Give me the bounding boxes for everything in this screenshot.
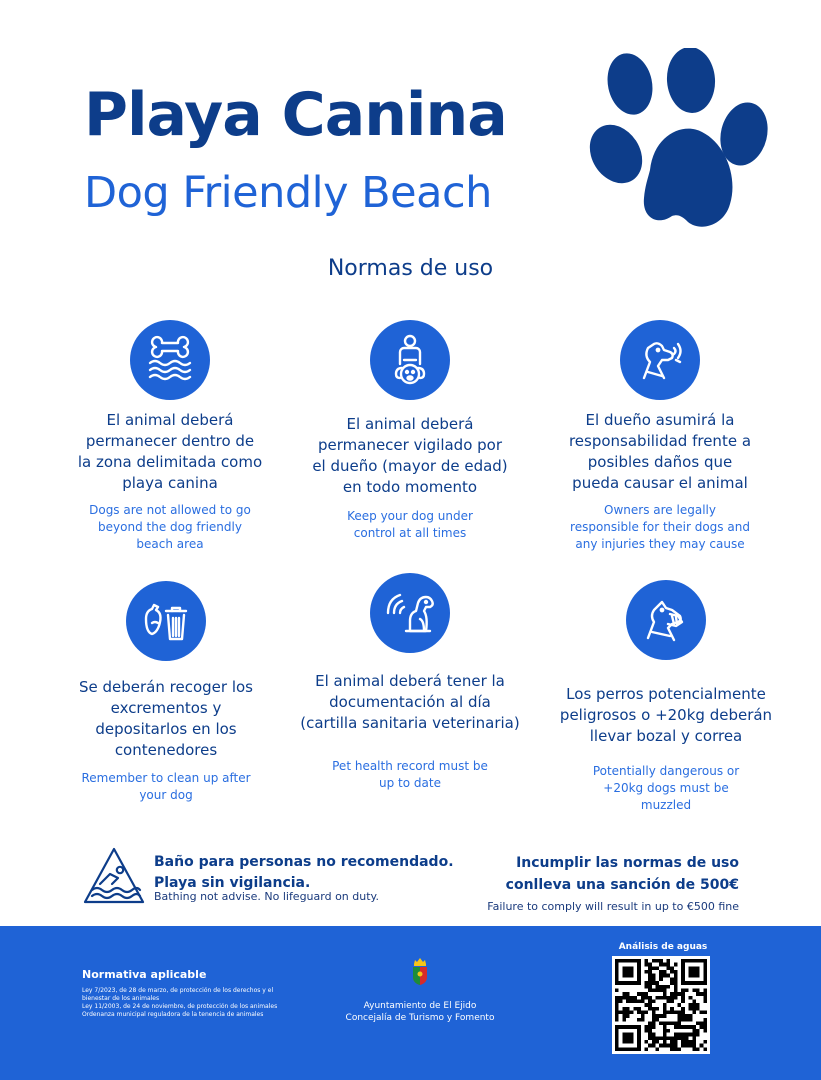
no-lifeguard-warning bbox=[82, 846, 502, 916]
rule-text-es-line: El animal deberá tener la bbox=[315, 672, 505, 690]
rule-clean-up bbox=[66, 581, 266, 804]
poop-bag-bin-icon bbox=[126, 581, 206, 661]
rule-text-es-line: peligrosos o +20kg deberán bbox=[559, 706, 773, 724]
rule-text-es-line: permanecer dentro de bbox=[85, 432, 255, 450]
rule-text-en-line: Keep your dog under bbox=[347, 509, 473, 523]
rule-text-es-line: permanecer vigilado por bbox=[317, 436, 503, 454]
council-name: Ayuntamiento de El Ejido bbox=[363, 1001, 477, 1011]
footer bbox=[0, 926, 821, 1080]
rule-text-es-line: El animal deberá bbox=[106, 411, 234, 429]
rule-responsibility bbox=[550, 320, 770, 553]
rule-text-es-line: responsabilidad frente a bbox=[568, 432, 752, 450]
city-council bbox=[320, 956, 520, 1024]
rule-text-en-line: your dog bbox=[139, 788, 193, 802]
rule-text-en-line: any injuries they may cause bbox=[575, 537, 745, 551]
rule-text-es-line: documentación al día bbox=[329, 693, 491, 711]
fine-line-1: Incumplir las normas de uso bbox=[516, 855, 739, 871]
muzzled-dog-icon bbox=[626, 580, 706, 660]
rule-text-es-line: contenedores bbox=[114, 741, 218, 759]
section-title: Normas de uso bbox=[327, 256, 494, 281]
rule-text-en-line: muzzled bbox=[640, 798, 692, 812]
qr-label: Análisis de aguas bbox=[618, 942, 708, 952]
no-swimming-warning-icon bbox=[82, 846, 146, 906]
rule-text-es-line: El dueño asumirá la bbox=[585, 411, 735, 429]
rule-text-en-line: beyond the dog friendly bbox=[98, 520, 242, 534]
chipped-dog-icon bbox=[370, 573, 450, 653]
rule-text-es-line: (cartilla sanitaria veterinaria) bbox=[300, 714, 520, 732]
regulation-line: Ley 11/2003, de 24 de noviembre, de protección de los animales bbox=[82, 1003, 278, 1010]
barking-dog-icon bbox=[620, 320, 700, 400]
rule-text-es-line: en todo momento bbox=[342, 478, 478, 496]
rule-zone bbox=[70, 320, 270, 553]
regulation-line: Ordenanza municipal reguladora de la tenencia de animales bbox=[82, 1011, 264, 1018]
rule-text-es-line: excrementos y bbox=[110, 699, 222, 717]
page-subtitle: Dog Friendly Beach bbox=[84, 168, 492, 218]
regulation-line: bienestar de los animales bbox=[82, 995, 160, 1002]
coat-of-arms-icon bbox=[410, 956, 430, 986]
qr-code[interactable] bbox=[612, 956, 710, 1054]
rule-documentation bbox=[295, 573, 525, 792]
rule-text-en-line: control at all times bbox=[353, 526, 467, 540]
rule-text-es-line: pueda causar el animal bbox=[572, 474, 748, 492]
bone-waves-icon bbox=[130, 320, 210, 400]
paw-print-icon bbox=[588, 48, 774, 232]
rule-text-es-line: llevar bozal y correa bbox=[589, 727, 743, 745]
rule-text-en-line: responsible for their dogs and bbox=[570, 520, 750, 534]
rule-text-es-line: la zona delimitada como bbox=[77, 453, 263, 471]
warning-line-2: Playa sin vigilancia. bbox=[154, 875, 311, 891]
regulation-line: Ley 7/2023, de 28 de marzo, de protección de los derechos y el bbox=[82, 987, 274, 994]
rule-text-en-line: +20kg dogs must be bbox=[603, 781, 729, 795]
rule-text-en-line: Owners are legally bbox=[604, 503, 716, 517]
warning-line-1: Baño para personas no recomendado. bbox=[154, 854, 454, 870]
rule-text-es-line: Los perros potencialmente bbox=[566, 685, 766, 703]
rule-text-es-line: El animal deberá bbox=[346, 415, 474, 433]
rule-text-en-line: Pet health record must be bbox=[332, 759, 488, 773]
fine-english: Failure to comply will result in up to €500 fine bbox=[487, 900, 739, 913]
owner-with-dog-icon bbox=[370, 320, 450, 400]
rule-text-en-line: Dogs are not allowed to go bbox=[89, 503, 251, 517]
rule-text-en-line: beach area bbox=[136, 537, 204, 551]
regulations-title: Normativa aplicable bbox=[82, 968, 207, 981]
rule-text-es-line: posibles daños que bbox=[587, 453, 733, 471]
fine-notice bbox=[487, 852, 739, 913]
rule-muzzle bbox=[550, 580, 782, 814]
rule-text-es-line: el dueño (mayor de edad) bbox=[312, 457, 508, 475]
rule-text-en-line: up to date bbox=[379, 776, 441, 790]
council-department: Concejalía de Turismo y Fomento bbox=[345, 1013, 495, 1023]
warning-english: Bathing not advise. No lifeguard on duty. bbox=[154, 890, 379, 903]
applicable-regulations bbox=[82, 968, 302, 1019]
rule-text-es-line: Se deberán recoger los bbox=[79, 678, 253, 696]
rule-text-es-line: depositarlos en los bbox=[95, 720, 237, 738]
rule-text-en-line: Potentially dangerous or bbox=[592, 764, 740, 778]
fine-line-2: conlleva una sanción de 500€ bbox=[505, 877, 739, 893]
rule-text-en-line: Remember to clean up after bbox=[81, 771, 251, 785]
page-title: Playa Canina bbox=[84, 80, 507, 150]
rule-text-es-line: playa canina bbox=[122, 474, 218, 492]
rule-supervision bbox=[300, 320, 520, 542]
water-analysis-qr bbox=[612, 942, 714, 1054]
